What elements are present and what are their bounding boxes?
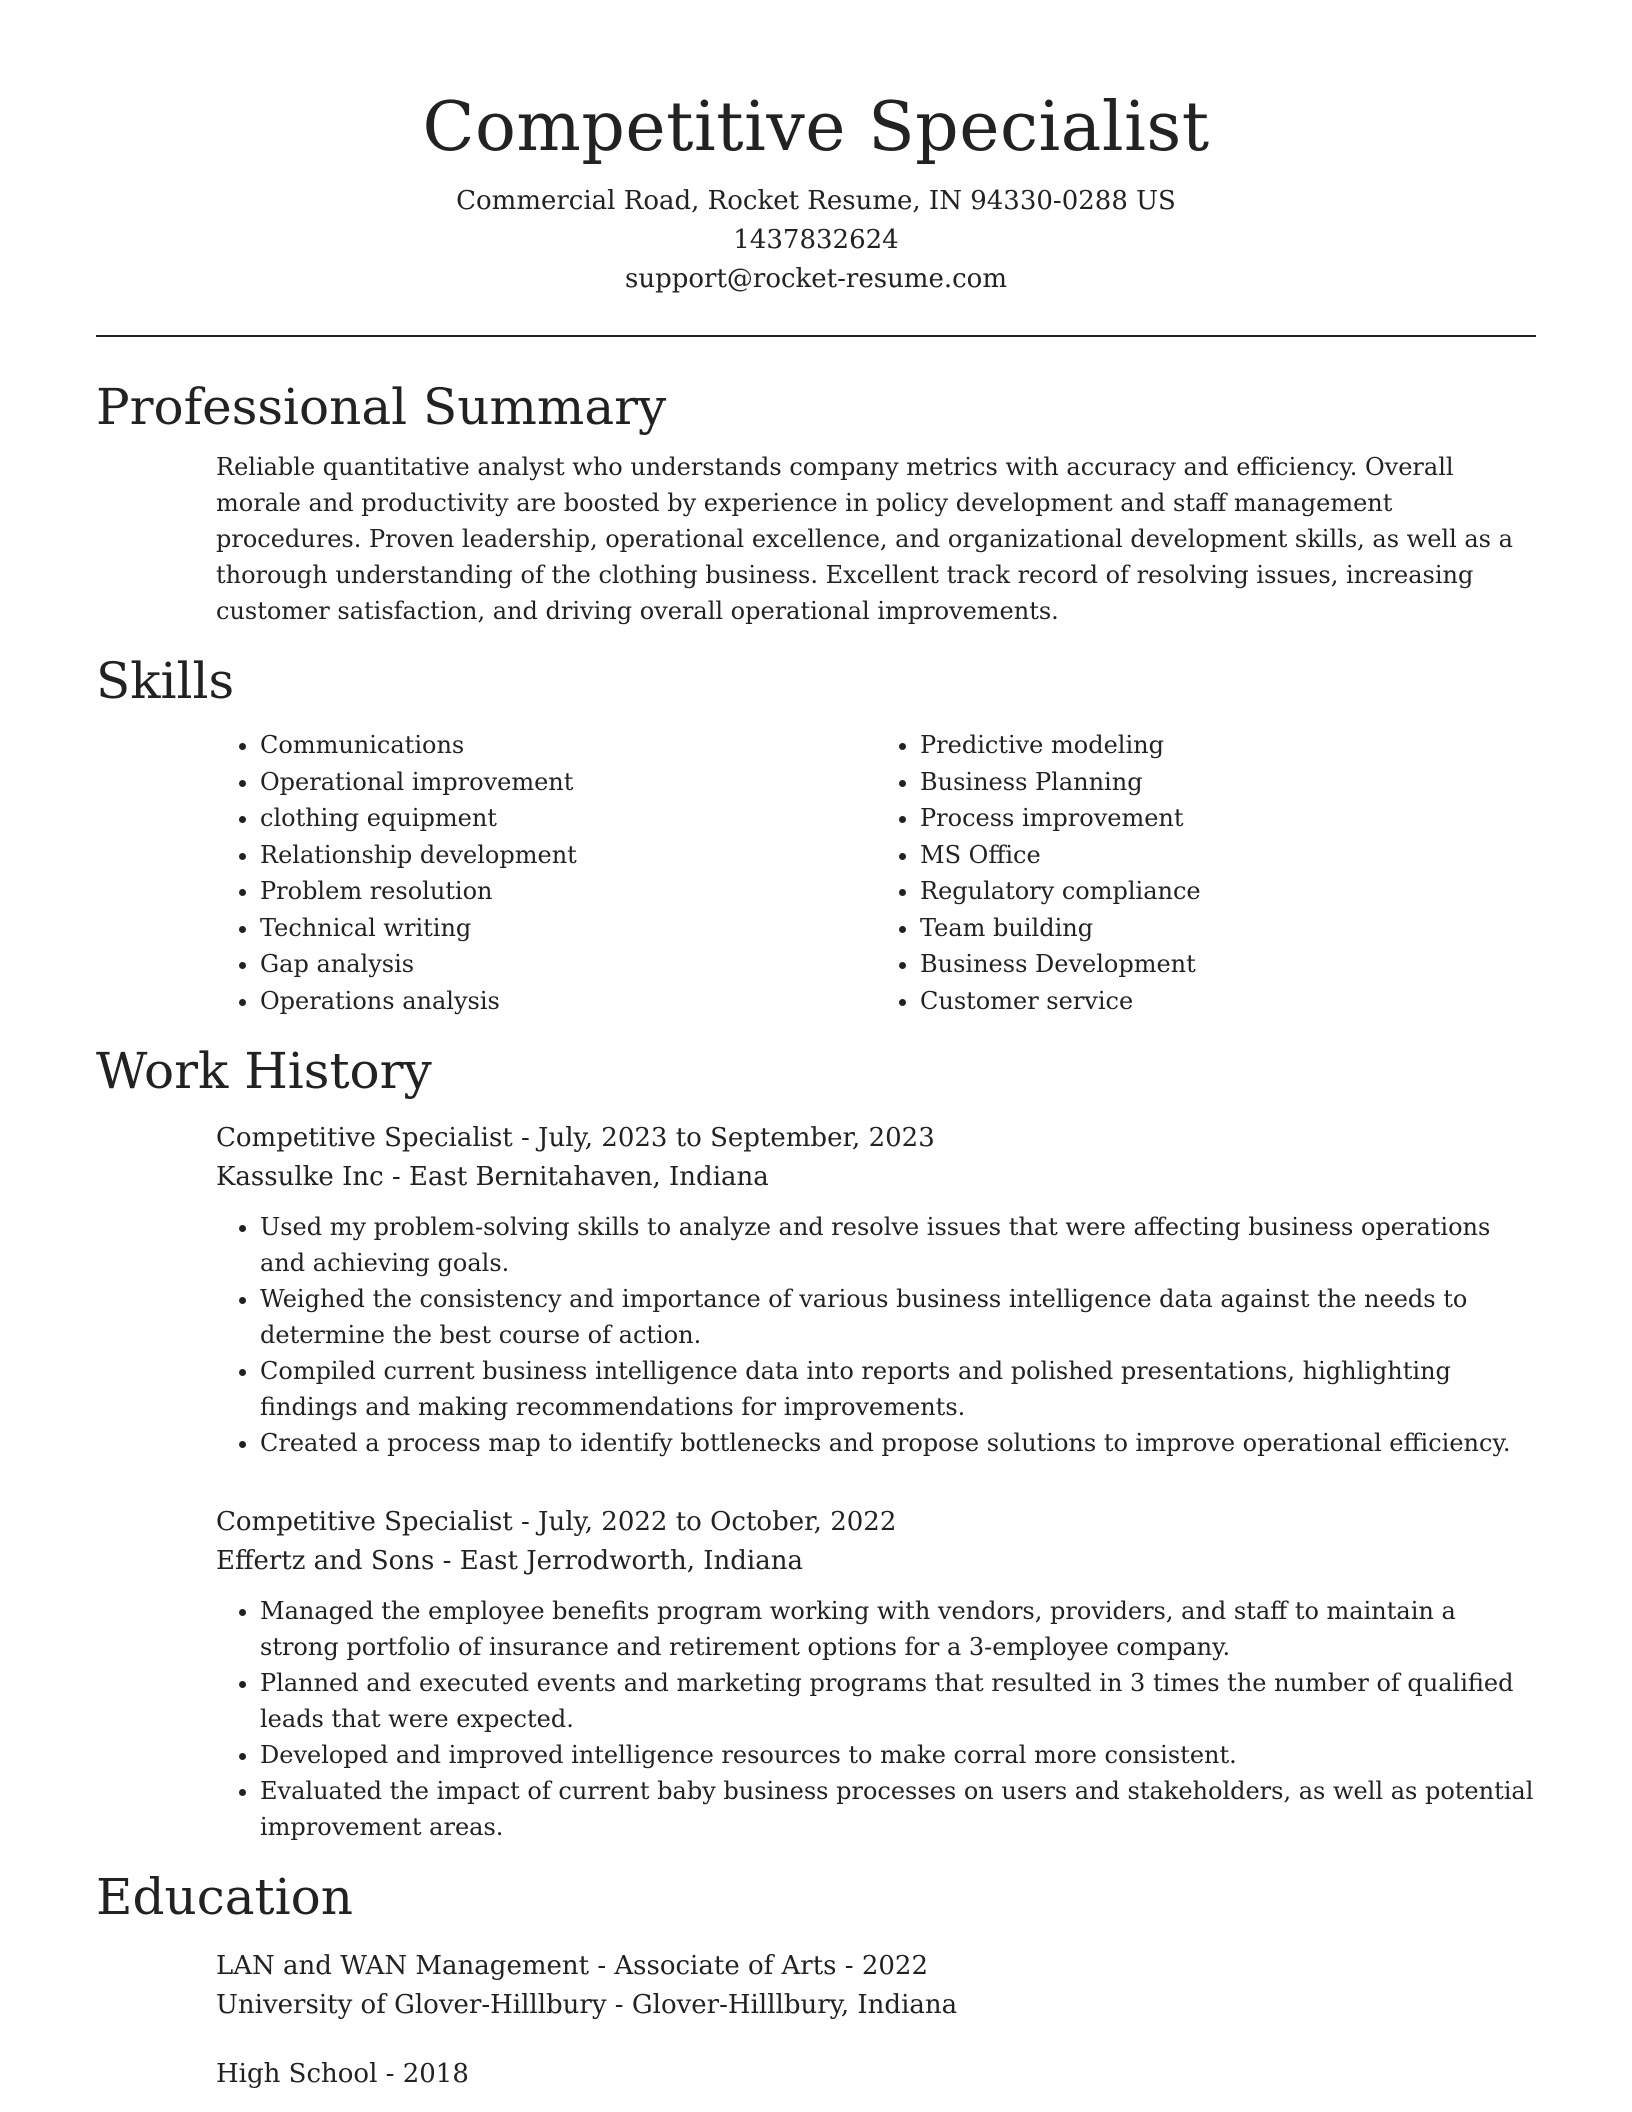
skill-item: • Business Development	[920, 946, 1536, 983]
job-bullet: • Compiled current business intelligence data into reports and polished presentations, highlighting findings and making recommendations for improvements.	[260, 1353, 1536, 1425]
skills-section	[96, 649, 1536, 1019]
job-bullet-list	[216, 1209, 1536, 1461]
work-history-heading: Work History	[96, 1042, 432, 1100]
summary-heading: Professional Summary	[96, 378, 667, 436]
skill-item: • Process improvement	[920, 800, 1536, 837]
skill-item: • Customer service	[920, 983, 1536, 1020]
job-bullet: • Created a process map to identify bottlenecks and propose solutions to improve operational efficiency.	[260, 1425, 1536, 1461]
skill-item: • Problem resolution	[260, 873, 876, 910]
job-entry	[216, 1503, 1536, 1845]
job-company-location: Effertz and Sons - East Jerrodworth, Indiana	[216, 1546, 803, 1576]
resume-name: Competitive Specialist	[422, 88, 1210, 167]
skill-item: • Business Planning	[920, 764, 1536, 801]
skills-heading: Skills	[96, 652, 235, 710]
job-bullet: • Managed the employee benefits program working with vendors, providers, and staff to maintain a strong portfolio of insurance and retirement options for a 3-employee company.	[260, 1593, 1536, 1665]
skill-item: • Relationship development	[260, 837, 876, 874]
job-bullet: • Evaluated the impact of current baby business processes on users and stakeholders, as well as potential improvement areas.	[260, 1773, 1536, 1845]
work-history-section	[96, 1039, 1536, 1845]
job-company-location: Kassulke Inc - East Bernitahaven, Indiana	[216, 1162, 769, 1192]
skills-column-left	[216, 727, 876, 1019]
education-entry	[216, 2055, 1536, 2094]
summary-section	[96, 375, 1536, 629]
skill-item: • Gap analysis	[260, 946, 876, 983]
skill-item: • Communications	[260, 727, 876, 764]
job-bullet: • Planned and executed events and marketing programs that resulted in 3 times the number of qualified leads that were expected.	[260, 1665, 1536, 1737]
skill-item: • Technical writing	[260, 910, 876, 947]
skills-column-right	[876, 727, 1536, 1019]
job-bullet-list	[216, 1593, 1536, 1845]
education-section	[96, 1865, 1536, 2094]
education-entry	[216, 1947, 1536, 2025]
skill-item: • Operations analysis	[260, 983, 876, 1020]
job-bullet: • Used my problem-solving skills to analyze and resolve issues that were affecting business operations and achieving goals.	[260, 1209, 1536, 1281]
education-school: University of Glover-Hilllbury - Glover-Hilllbury, Indiana	[216, 1990, 958, 2020]
skills-list	[216, 727, 1536, 1019]
contact-phone: 1437832624	[733, 225, 899, 255]
skill-item: • Operational improvement	[260, 764, 876, 801]
contact-address: Commercial Road, Rocket Resume, IN 94330-0288 US	[456, 186, 1176, 216]
skill-item: • MS Office	[920, 837, 1536, 874]
skill-item: • Predictive modeling	[920, 727, 1536, 764]
summary-text: Reliable quantitative analyst who understands company metrics with accuracy and efficiency. Overall morale and productivity are boosted by experience in policy development and staff management procedures. Proven leadership, operational excellence, and organizational development skills, as well as a thorough understanding of the clothing business. Excellent track record of resolving issues, increasing customer satisfaction, and driving overall operational improvements.	[216, 453, 1513, 625]
resume-header	[96, 0, 1536, 299]
header-divider	[96, 335, 1536, 337]
education-heading: Education	[96, 1868, 353, 1926]
contact-email: support@rocket-resume.com	[624, 264, 1007, 294]
skill-item: • Team building	[920, 910, 1536, 947]
resume-page	[96, 0, 1536, 2094]
education-degree: LAN and WAN Management - Associate of Arts - 2022	[216, 1951, 928, 1981]
job-title-dates: Competitive Specialist - July, 2023 to September, 2023	[216, 1123, 935, 1153]
education-degree: High School - 2018	[216, 2059, 469, 2089]
skill-item: • Regulatory compliance	[920, 873, 1536, 910]
skill-item: • clothing equipment	[260, 800, 876, 837]
job-bullet: • Weighed the consistency and importance of various business intelligence data against the needs to determine the best course of action.	[260, 1281, 1536, 1353]
job-bullet: • Developed and improved intelligence resources to make corral more consistent.	[260, 1737, 1536, 1773]
job-entry	[216, 1119, 1536, 1461]
job-title-dates: Competitive Specialist - July, 2022 to October, 2022	[216, 1507, 897, 1537]
